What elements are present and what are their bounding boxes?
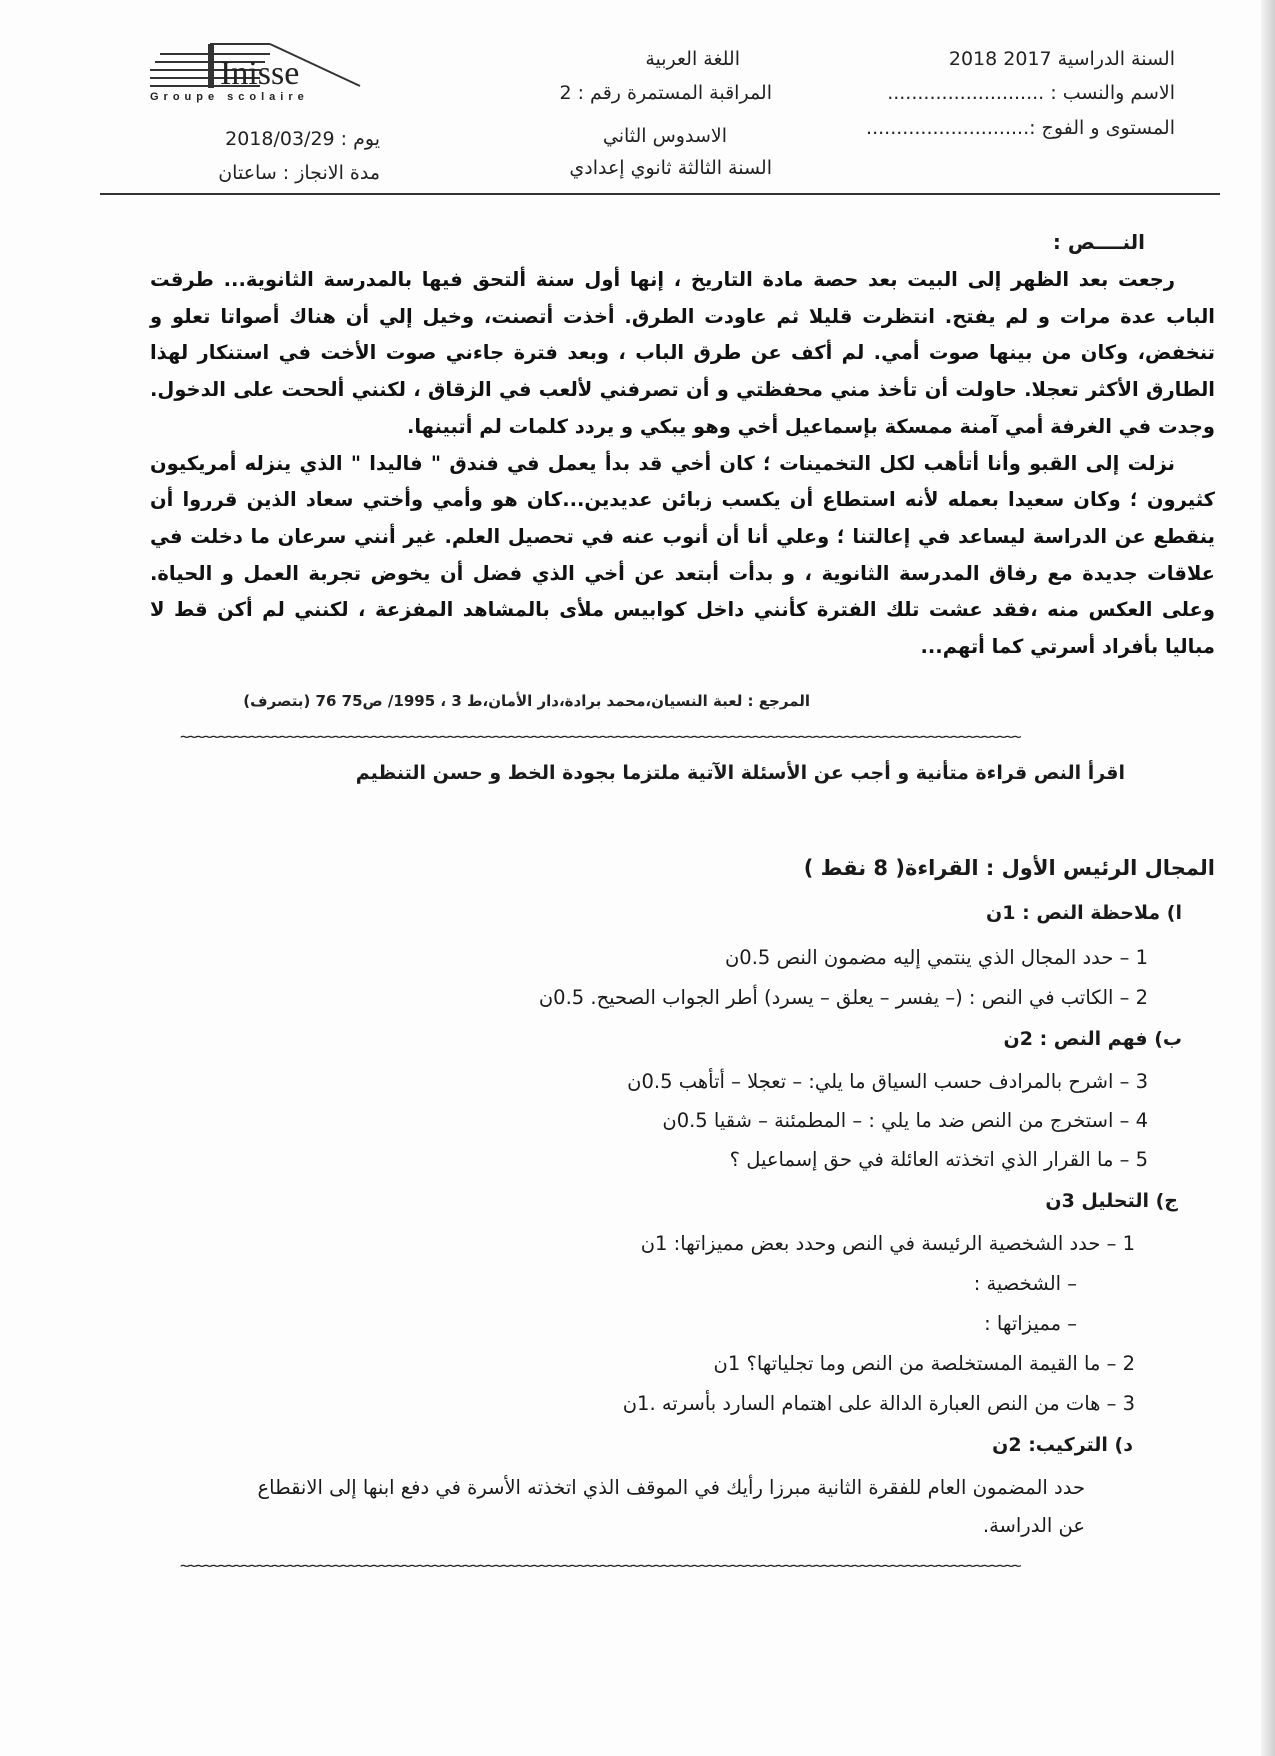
group-c-title: ج) التحليل 3ن — [1045, 1190, 1178, 1212]
section-reading-title: المجال الرئيس الأول : القراءة( 8 نقط ) — [803, 856, 1215, 880]
question-c3: 3 – هات من النص العبارة الدالة على اهتمام السارد بأسرته .1ن — [622, 1392, 1135, 1415]
subject: اللغة العربية — [645, 48, 740, 70]
exam-duration: مدة الانجاز : ساعتان — [218, 162, 380, 184]
question-c2: 2 – ما القيمة المستخلصة من النص وما تجلياتها؟ 1ن — [713, 1352, 1135, 1375]
character-field: – الشخصية : — [973, 1272, 1077, 1295]
page-edge — [1261, 0, 1275, 1756]
traits-field: – مميزاتها : — [984, 1312, 1077, 1335]
passage-paragraph-1: رجعت بعد الظهر إلى البيت بعد حصة مادة التاريخ ، إنها أول سنة ألتحق فيها بالمدرسة الثانوية... طرقت الباب عدة مرات و لم يفتح. انتظرت قليلا ثم عاودت الطرق. أخذت أتصنت، وخيل إلي أن هناك أصواتا تعلو و تنخفض، وكان من بينها صوت أمي. لم أكف عن طرق الباب ، وبعد فترة جاءني صوت الأخت في استنكار لهذا الطارق الأكثر تعجلا. حاولت أن تأخذ مني محفظتي و أن تصرفني لألعب في الزقاق ، لكنني ألححت على الدخول. وجدت في الغرفة أمي آمنة ممسكة بإسماعيل أخي وهو يبكي و يردد كلمات لم أتبينها. — [150, 268, 1215, 438]
name-field: الاسم والنسب : .......................... — [887, 82, 1175, 104]
logo-subtitle: Groupe scolaire — [150, 91, 309, 103]
question-1: 1 – حدد المجال الذي ينتمي إليه مضمون النص 0.5ن — [724, 946, 1148, 969]
passage-reference: المرجع : لعبة النسيان،محمد برادة،دار الأمان،ط 3 ، 1995/ ص75 76 (بتصرف) — [243, 692, 810, 710]
tilde-divider: ~~~~~~~~~~~~~~~~~~~~~~~~~~~~~~~~~~~~~~~~~~~~~~~~~~~~~~~~~~~~~~~~~~~~~~~~~~~~~~~~~~~~~~~~~~~~~~~~~~~~~~~~~~~~~~ — [180, 727, 1020, 746]
question-3: 3 – اشرح بالمرادف حسب السياق ما يلي: – تعجلا – أتأهب 0.5ن — [627, 1070, 1148, 1093]
text-title: النــــص : — [1052, 230, 1145, 254]
group-d-title: د) التركيب: 2ن — [992, 1434, 1133, 1456]
passage — [150, 262, 1215, 666]
header-rule — [100, 193, 1220, 195]
exam-number: المراقبة المستمرة رقم : 2 — [559, 82, 772, 104]
question-4: 4 – استخرج من النص ضد ما يلي : – المطمئنة – شقيا 0.5ن — [662, 1109, 1148, 1132]
question-d-line-2: عن الدراسة. — [982, 1514, 1085, 1537]
school-logo — [150, 40, 410, 110]
grade: السنة الثالثة ثانوي إعدادي — [569, 157, 772, 179]
question-c1: 1 – حدد الشخصية الرئيسة في النص وحدد بعض مميزاتها: 1ن — [640, 1232, 1135, 1255]
exam-date: يوم : 2018/03/29 — [225, 128, 380, 150]
passage-paragraph-2: نزلت إلى القبو وأنا أتأهب لكل التخمينات ؛ كان أخي قد بدأ يعمل في فندق " فاليدا " الذي ينزله أمريكيون كثيرون ؛ وكان سعيدا بعمله لأنه استطاع أن يكسب زبائن عديدين...كان هو وأمي وأختي سعاد الذين قرروا أن ينقطع عن الدراسة ليساعد في إعالتنا ؛ وعلي أنا أن أنوب عنه في تحصيل العلم. غير أنني سرعان ما دخلت في علاقات جديدة مع رفاق المدرسة الثانوية ، و بدأت أبتعد عن أخي الذي فضل أن يخوض تجربة العمل و الحياة. وعلى العكس منه ،فقد عشت تلك الفترة كأنني داخل كوابيس ملأى بالمشاهد المفزعة ، لكنني لم أكن قط لا مباليا بأفراد أسرتي كما أتهم... — [150, 451, 1215, 659]
term: الاسدوس الثاني — [602, 125, 727, 147]
level-field: المستوى و الفوج :........................... — [866, 117, 1175, 139]
group-a-title: ا) ملاحظة النص : 1ن — [986, 902, 1182, 924]
logo-graphic-icon — [150, 40, 410, 110]
group-b-title: ب) فهم النص : 2ن — [1003, 1028, 1182, 1050]
school-year: السنة الدراسية 2017 2018 — [948, 48, 1175, 70]
question-5: 5 – ما القرار الذي اتخذته العائلة في حق إسماعيل ؟ — [729, 1148, 1148, 1171]
bottom-tilde-divider: ~~~~~~~~~~~~~~~~~~~~~~~~~~~~~~~~~~~~~~~~~~~~~~~~~~~~~~~~~~~~~~~~~~~~~~~~~~~~~~~~~~~~~~~~~~~~~~~~~~~~~~~~~~~~~~ — [180, 1556, 1020, 1575]
question-2: 2 – الكاتب في النص : (– يفسر – يعلق – يسرد) أطر الجواب الصحيح. 0.5ن — [538, 986, 1148, 1009]
question-d-line-1: حدد المضمون العام للفقرة الثانية مبرزا رأيك في الموقف الذي اتخذته الأسرة في دفع ابنها إلى الانقطاع — [257, 1476, 1085, 1499]
logo-name: Inisse — [220, 55, 300, 92]
instruction: اقرأ النص قراءة متأنية و أجب عن الأسئلة الآتية ملتزما بجودة الخط و حسن التنظيم — [355, 762, 1125, 784]
